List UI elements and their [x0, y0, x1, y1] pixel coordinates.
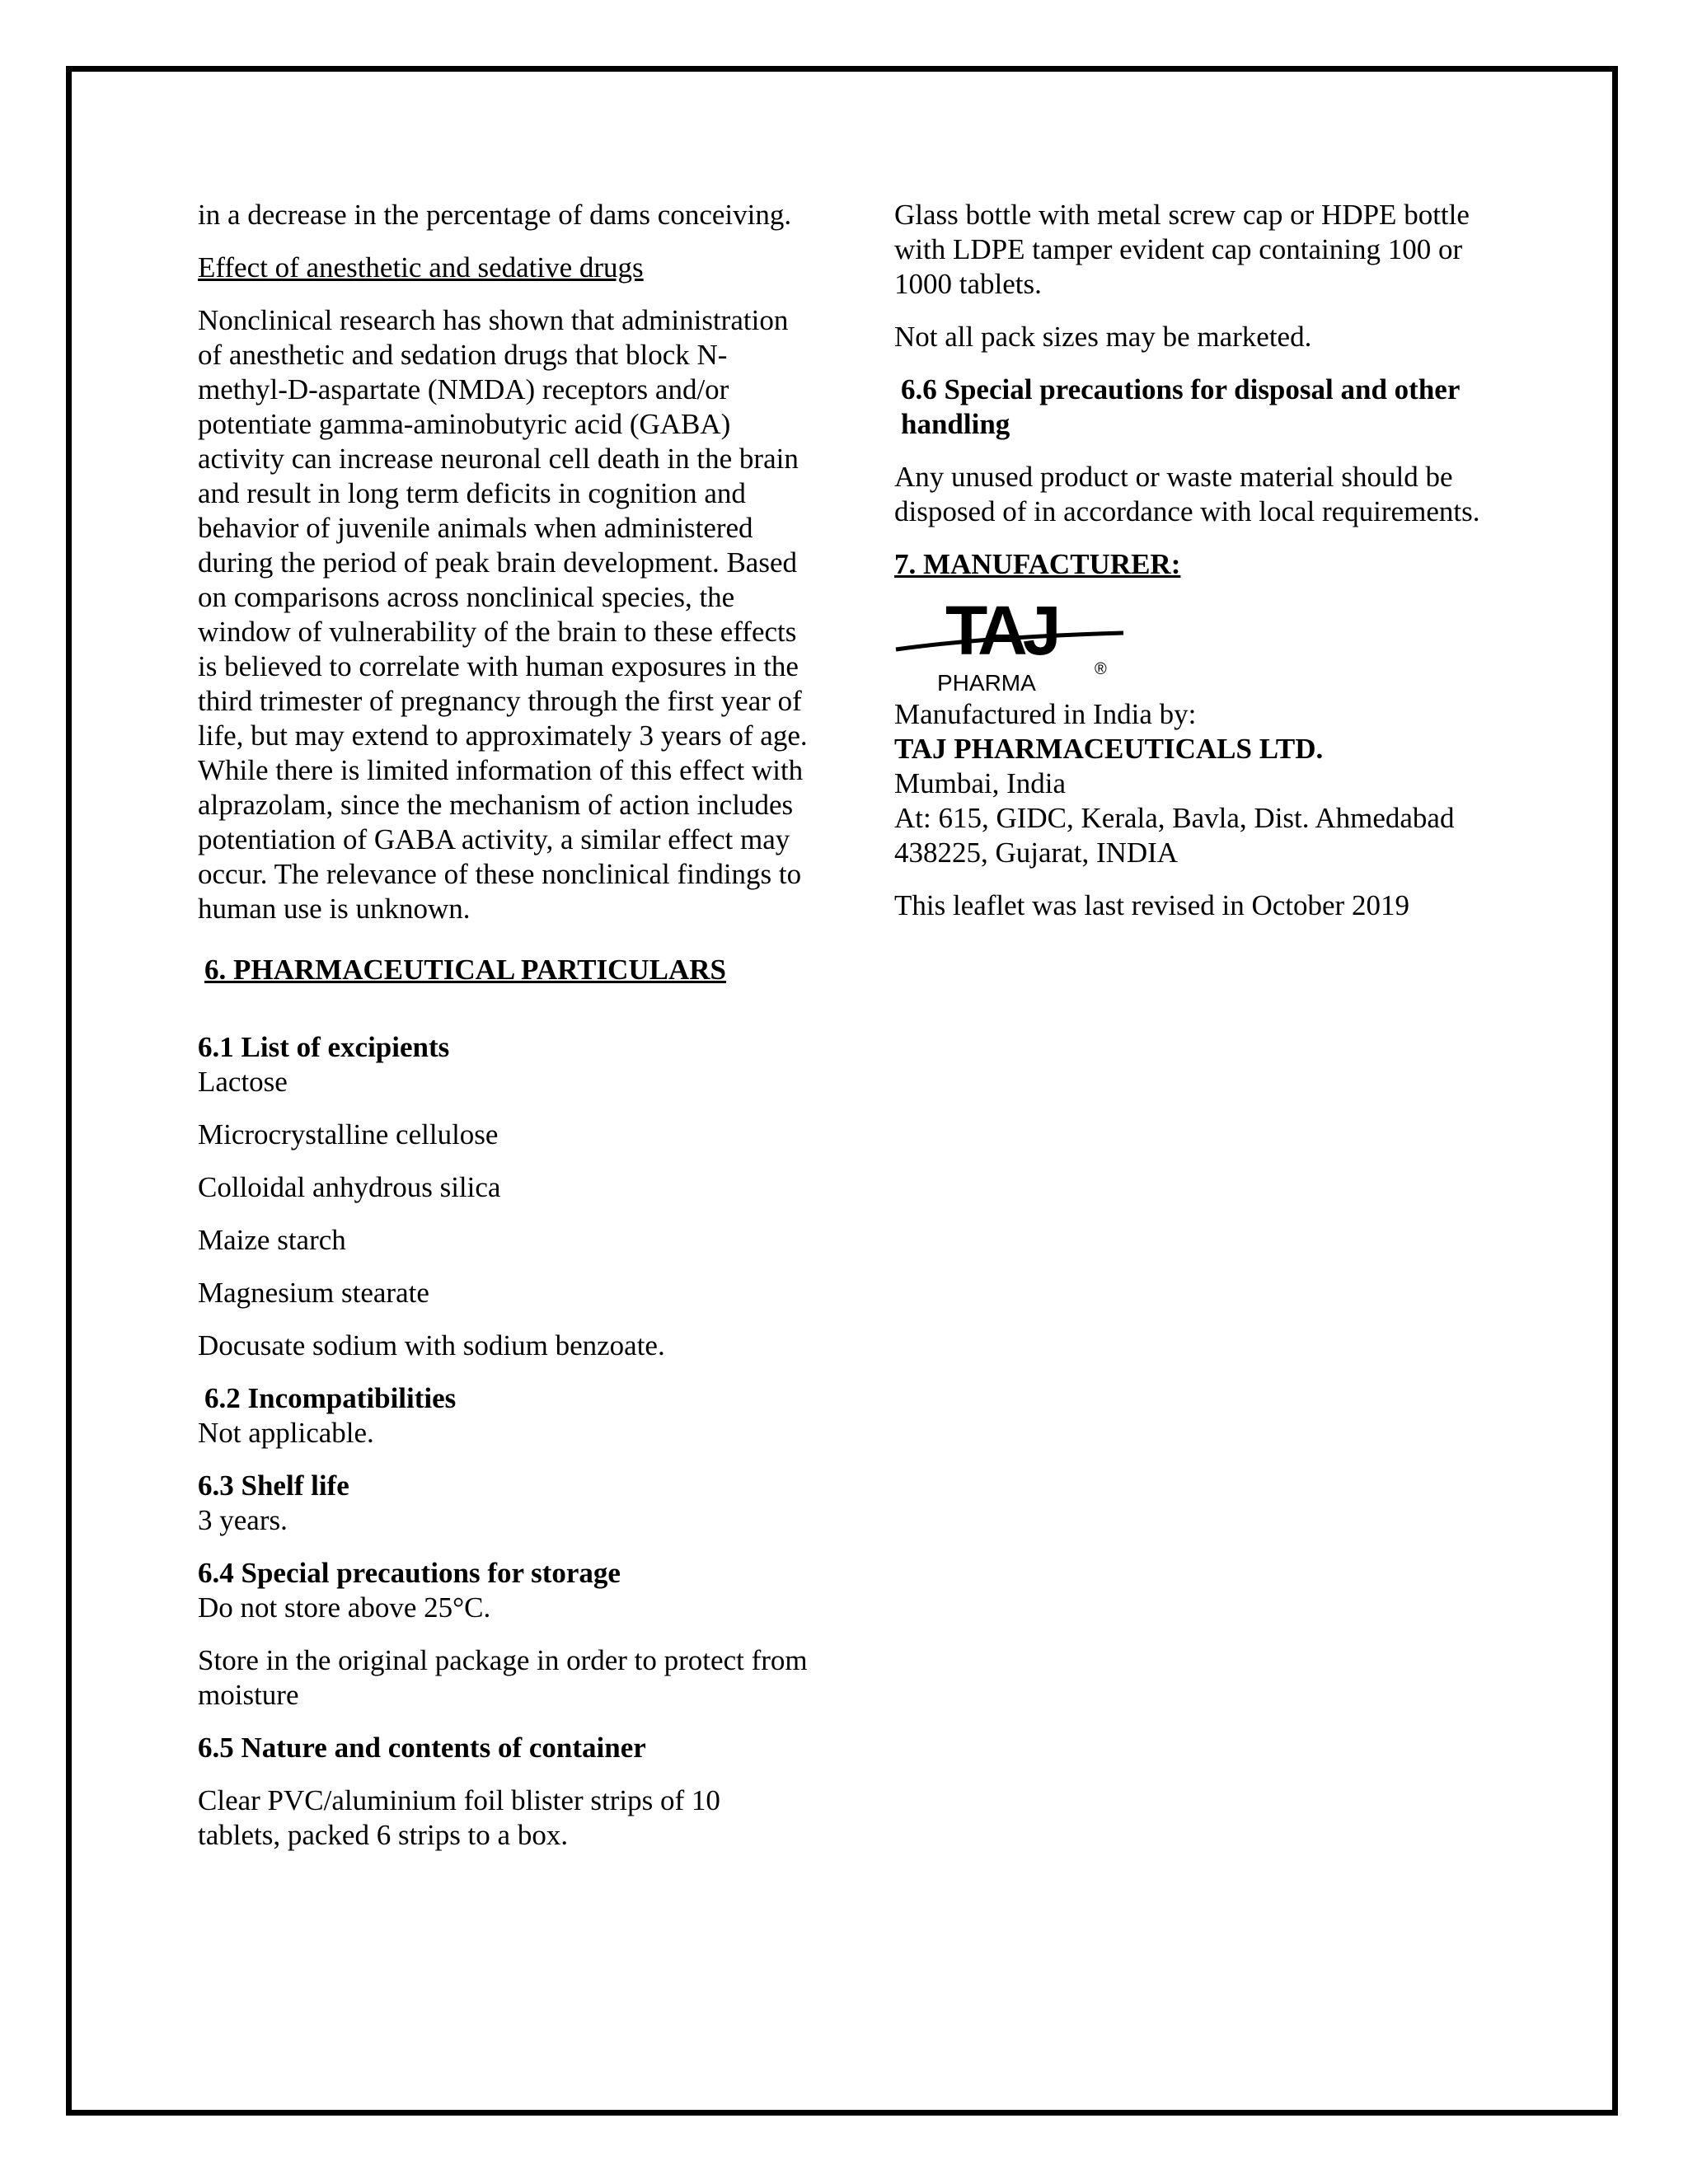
excipient-item: Microcrystalline cellulose: [198, 1118, 499, 1151]
excipient-item: Docusate sodium with sodium benzoate.: [198, 1329, 665, 1361]
logo-main-text: TAJ: [945, 592, 1057, 669]
logo-graphic: [894, 590, 1133, 697]
excipients-list: [198, 1065, 808, 1363]
logo-sub-text: PHARMA: [937, 670, 1036, 696]
section-6-4-heading: 6.4 Special precautions for storage: [198, 1557, 621, 1589]
revision-note: This leaflet was last revised in October 2019: [894, 889, 1409, 921]
section-6-5-body: Clear PVC/aluminium foil blister strips of 10 tablets, packed 6 strips to a box.: [198, 1784, 720, 1851]
excipient-item: Magnesium stearate: [198, 1277, 429, 1309]
right-column: [894, 198, 1504, 941]
registered-mark: ®: [1095, 660, 1107, 678]
excipient-item: Maize starch: [198, 1224, 346, 1256]
section-6-3-heading: 6.3 Shelf life: [198, 1469, 349, 1502]
company-name: TAJ PHARMACEUTICALS LTD.: [894, 733, 1324, 765]
manufactured-by: Manufactured in India by:: [894, 698, 1197, 730]
company-city: Mumbai, India: [894, 767, 1067, 799]
container-paragraph: Glass bottle with metal screw cap or HDPE bottle with LDPE tamper evident cap containing 100 or 1000 tablets.: [894, 199, 1470, 300]
company-address: At: 615, GIDC, Kerala, Bavla, Dist. Ahmedabad 438225, Gujarat, INDIA: [894, 802, 1455, 869]
excipient-item: Lactose: [198, 1066, 288, 1098]
section-6-3-body: 3 years.: [198, 1504, 288, 1536]
intro-paragraph: in a decrease in the percentage of dams conceiving.: [198, 199, 792, 231]
section-7-heading: 7. MANUFACTURER:: [894, 548, 1181, 580]
section-6-4-body: Do not store above 25°C.: [198, 1591, 491, 1624]
section-6-2-body: Not applicable.: [198, 1417, 374, 1449]
excipient-item: Colloidal anhydrous silica: [198, 1171, 501, 1203]
section-6-2-heading: 6.2 Incompatibilities: [204, 1382, 457, 1414]
section-6-6-body: Any unused product or waste material should be disposed of in accordance with local requirements.: [894, 461, 1480, 527]
left-column: [198, 198, 808, 1871]
effect-paragraph: Nonclinical research has shown that administration of anesthetic and sedation drugs that block N-methyl-D-aspartate (NMDA) receptors and/or potentiate gamma-aminobutyric acid (GABA) activity can increase neuronal cell death in the brain and result in long term deficits in cognition and behavior of juvenile animals when administered during the period of peak brain development. Based on comparisons across nonclinical species, the window of vulnerability of the brain to these effects is believed to correlate with human exposures in the third trimester of pregnancy through the first year of life, but may extend to approximately 3 years of age. While there is limited information of this effect with alprazolam, since the mechanism of action includes potentiation of GABA activity, a similar effect may occur. The relevance of these nonclinical findings to human use is unknown.: [198, 304, 808, 925]
section-6-heading: 6. PHARMACEUTICAL PARTICULARS: [204, 954, 727, 986]
effect-heading: Effect of anesthetic and sedative drugs: [198, 251, 644, 284]
section-6-4-body-2: Store in the original package in order to protect from moisture: [198, 1644, 808, 1711]
section-6-1-heading: 6.1 List of excipients: [198, 1031, 450, 1063]
pack-note: Not all pack sizes may be marketed.: [894, 321, 1312, 353]
taj-pharma-logo: [894, 590, 1133, 697]
section-6-5-heading: 6.5 Nature and contents of container: [198, 1732, 646, 1764]
section-6-6-heading: 6.6 Special precautions for disposal and other handling: [901, 373, 1460, 440]
